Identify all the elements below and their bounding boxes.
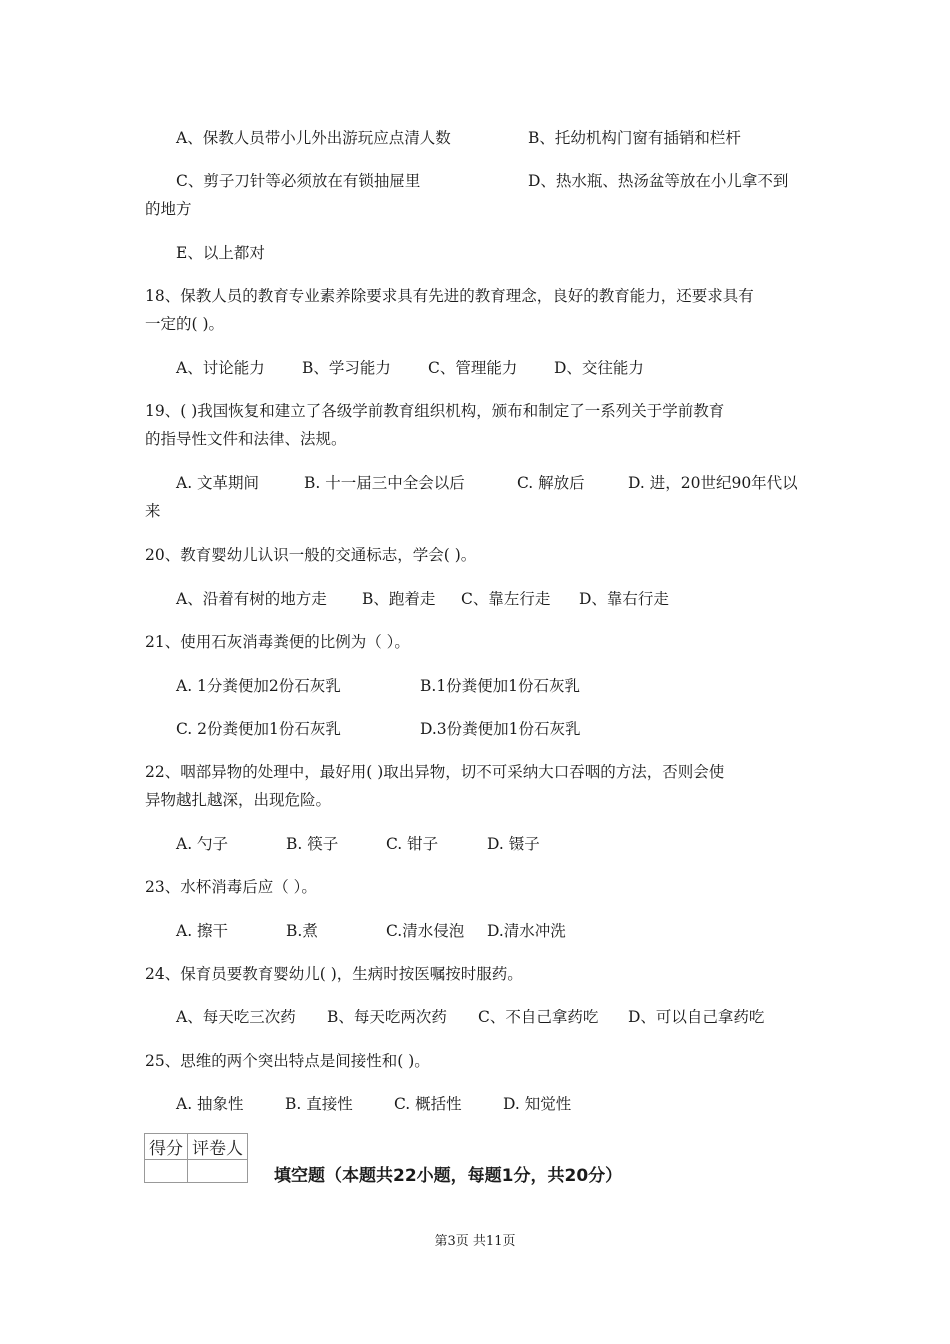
grader-cell [188,1160,248,1183]
q17-option-b: B、托幼机构门窗有插销和栏杆 [528,129,741,147]
q18-stem: 18、保教人员的教育专业素养除要求具有先进的教育理念，良好的教育能力，还要求具有 [145,287,754,305]
q25-option-d: D. 知觉性 [503,1095,572,1113]
score-cell [145,1160,188,1183]
q19-stem-continued: 的指导性文件和法律、法规。 [145,430,347,448]
q23-option-a: A. 擦干 [176,922,229,940]
q17-option-d-continued: 的地方 [145,200,192,218]
q25-option-b: B. 直接性 [285,1095,353,1113]
score-header: 得分 [145,1134,188,1160]
q18-option-b: B、学习能力 [302,359,391,377]
q22-option-b: B. 筷子 [286,835,339,853]
q25-stem: 25、思维的两个突出特点是间接性和( )。 [145,1052,430,1070]
q22-option-a: A. 勺子 [176,835,229,853]
q24-option-d: D、可以自己拿药吃 [628,1008,765,1026]
q17-option-e: E、以上都对 [176,244,265,262]
q17-option-a: A、保教人员带小儿外出游玩应点清人数 [176,129,451,147]
q20-stem: 20、教育婴幼儿认识一般的交通标志，学会( )。 [145,546,477,564]
grader-header: 评卷人 [188,1134,248,1160]
q22-option-c: C. 钳子 [386,835,439,853]
q19-option-b: B. 十一届三中全会以后 [304,474,465,492]
q23-option-d: D.清水冲洗 [487,922,566,940]
q23-option-b: B.煮 [286,922,318,940]
q22-stem: 22、咽部异物的处理中，最好用( )取出异物，切不可采纳大口吞咽的方法，否则会使 [145,763,725,781]
q18-stem-continued: 一定的( )。 [145,315,225,333]
q19-option-c: C. 解放后 [517,474,585,492]
q21-option-d: D.3份粪便加1份石灰乳 [420,720,581,738]
q24-option-a: A、每天吃三次药 [176,1008,296,1026]
q24-stem: 24、保育员要教育婴幼儿( )，生病时按医嘱按时服药。 [145,965,523,983]
q18-option-a: A、讨论能力 [176,359,265,377]
q21-option-c: C. 2份粪便加1份石灰乳 [176,720,341,738]
q17-option-c: C、剪子刀针等必须放在有锁抽屉里 [176,172,421,190]
section-title: 填空题（本题共22小题，每题1分，共20分） [274,1166,623,1186]
q24-option-b: B、每天吃两次药 [327,1008,447,1026]
q23-option-c: C.清水侵泡 [386,922,465,940]
q18-option-d: D、交往能力 [554,359,644,377]
q21-option-b: B.1份粪便加1份石灰乳 [420,677,581,695]
q22-option-d: D. 镊子 [487,835,540,853]
q21-stem: 21、使用石灰消毒粪便的比例为（ ）。 [145,633,410,651]
q25-option-c: C. 概括性 [394,1095,462,1113]
score-table [144,1133,248,1183]
q23-stem: 23、水杯消毒后应（ ）。 [145,878,317,896]
q19-option-d: D. 进，20世纪90年代以 [628,474,798,492]
q19-stem: 19、( )我国恢复和建立了各级学前教育组织机构，颁布和制定了一系列关于学前教育 [145,402,725,420]
q18-option-c: C、管理能力 [428,359,518,377]
q24-option-c: C、不自己拿药吃 [478,1008,599,1026]
page-footer: 第3页 共11页 [434,1234,516,1249]
q19-option-d-continued: 来 [145,502,161,520]
q19-option-a: A. 文革期间 [176,474,260,492]
q20-option-a: A、沿着有树的地方走 [176,590,327,608]
q21-option-a: A. 1分粪便加2份石灰乳 [176,677,341,695]
q22-stem-continued: 异物越扎越深，出现危险。 [145,791,332,809]
q20-option-d: D、靠右行走 [579,590,669,608]
q25-option-a: A. 抽象性 [176,1095,244,1113]
q20-option-b: B、跑着走 [362,590,436,608]
q17-option-d: D、热水瓶、热汤盆等放在小儿拿不到 [528,172,789,190]
q20-option-c: C、靠左行走 [461,590,551,608]
